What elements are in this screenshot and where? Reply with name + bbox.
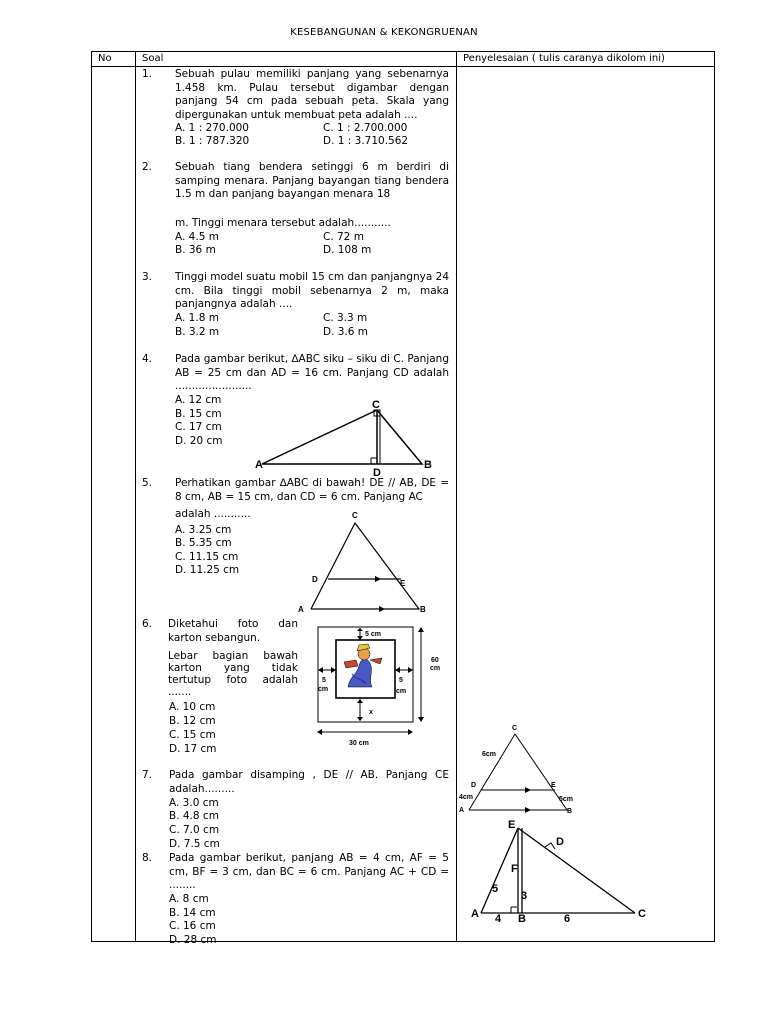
question-6-option-c: C. 15 cm xyxy=(169,729,216,741)
question-1-option-c: C. 1 : 2.700.000 xyxy=(323,122,408,134)
header-penyelesaian: Penyelesaian ( tulis caranya dikolom ini) xyxy=(463,53,665,64)
question-3-number: 3. xyxy=(142,271,153,283)
question-8-figure xyxy=(464,816,664,928)
question-5-option-a: A. 3.25 cm xyxy=(175,524,232,536)
question-3-option-c: C. 3.3 m xyxy=(323,312,368,324)
q4-label-d: D xyxy=(373,467,381,479)
q5-label-a: A xyxy=(298,605,304,614)
column-divider xyxy=(135,52,136,941)
question-3-option-b: B. 3.2 m xyxy=(175,326,220,338)
question-2-text-end: m. Tinggi menara tersebut adalah........... xyxy=(175,217,391,229)
question-2-option-a: A. 4.5 m xyxy=(175,231,219,243)
question-1-option-d: D. 1 : 3.710.562 xyxy=(323,135,409,147)
q8-label-c: C xyxy=(638,908,646,920)
question-4-option-b: B. 15 cm xyxy=(175,408,222,420)
photo-illustration xyxy=(344,644,382,687)
question-4-number: 4. xyxy=(142,353,153,365)
question-6-text-b: Lebar bagian bawah karton yang tidak tertutup foto adalah ....... xyxy=(168,650,298,698)
question-5-option-b: B. 5.35 cm xyxy=(175,537,232,549)
q8-label-e: E xyxy=(508,819,516,831)
question-5-option-d: D. 11.25 cm xyxy=(175,564,240,576)
q7-label-a: A xyxy=(459,807,465,814)
q8-label-af: 5 xyxy=(492,883,499,895)
question-5-text: Perhatikan gambar ∆ABC di bawah! DE // AB, DE = 8 cm, AB = 15 cm, dan CD = 6 cm. Panjang AC xyxy=(175,477,449,503)
q7-label-b: B xyxy=(567,808,573,815)
question-6-text-a: Diketahui foto dan karton sebangun. xyxy=(168,618,298,644)
question-7-option-a: A. 3.0 cm xyxy=(169,797,219,809)
question-6-figure xyxy=(312,624,452,749)
question-6-option-d: D. 17 cm xyxy=(169,743,217,755)
q5-label-c: C xyxy=(352,511,358,520)
q6-label-left-5: 5 xyxy=(322,677,326,684)
q6-label-top: 5 cm xyxy=(365,631,381,638)
q8-label-bf: 3 xyxy=(521,890,528,902)
question-3-text: Tinggi model suatu mobil 15 cm dan panjangnya 24 cm. Bila tinggi mobil sebenarnya 2 m, maka panjangnya adalah .... xyxy=(175,271,449,310)
question-2-option-d: D. 108 m xyxy=(323,244,372,256)
q6-label-x: x xyxy=(369,709,373,716)
q7-label-4cm: 4cm xyxy=(459,794,474,801)
page-title: KESEBANGUNAN & KEKONGRUENAN xyxy=(290,27,478,38)
question-2-option-b: B. 36 m xyxy=(175,244,216,256)
q8-label-b: B xyxy=(518,913,526,925)
question-4-option-a: A. 12 cm xyxy=(175,394,222,406)
question-table xyxy=(91,51,715,946)
question-8-option-a: A. 8 cm xyxy=(169,893,209,905)
question-5-number: 5. xyxy=(142,477,153,489)
q8-label-d: D xyxy=(556,836,564,848)
question-6-option-a: A. 10 cm xyxy=(169,701,216,713)
q8-label-ab: 4 xyxy=(495,913,502,925)
question-1-option-b: B. 1 : 787.320 xyxy=(175,135,250,147)
question-5-figure xyxy=(297,509,432,614)
q6-label-right-unit: cm xyxy=(396,688,407,695)
question-3-option-d: D. 3.6 m xyxy=(323,326,369,338)
question-7-figure xyxy=(457,724,602,816)
header-no: No xyxy=(98,53,112,64)
q6-label-height-unit: cm xyxy=(430,665,441,672)
q7-label-c: C xyxy=(512,725,518,732)
q5-label-e: E xyxy=(400,579,406,588)
question-7-text: Pada gambar disamping , DE // AB. Panjang CE adalah......... xyxy=(169,769,449,795)
question-4-option-d: D. 20 cm xyxy=(175,435,223,447)
question-8-option-b: B. 14 cm xyxy=(169,907,216,919)
q6-label-left-unit: cm xyxy=(318,686,329,693)
q7-label-d: D xyxy=(471,782,477,789)
q4-label-c: C xyxy=(372,399,380,411)
q8-label-a: A xyxy=(471,908,479,920)
q6-label-height: 60 xyxy=(431,657,439,664)
q4-label-b: B xyxy=(424,459,432,471)
question-4-option-c: C. 17 cm xyxy=(175,421,222,433)
question-1-text: Sebuah pulau memiliki panjang yang sebenarnya 1.458 km. Pulau tersebut digambar dengan panjang 54 cm pada sebuah peta. Skala yang dipergunakan untuk membuat peta adalah .... xyxy=(175,68,449,121)
question-5-text-end: adalah ........... xyxy=(175,508,251,520)
question-7-option-d: D. 7.5 cm xyxy=(169,838,220,850)
header-soal: Soal xyxy=(142,53,164,64)
question-6-number: 6. xyxy=(142,618,153,630)
question-8-number: 8. xyxy=(142,852,153,864)
question-8-option-c: C. 16 cm xyxy=(169,920,216,932)
q5-label-b: B xyxy=(420,605,426,614)
question-1-number: 1. xyxy=(142,68,153,80)
header-divider xyxy=(92,66,714,67)
question-2-text: Sebuah tiang bendera setinggi 6 m berdiri di samping menara. Panjang bayangan tiang bendera 1.5 m dan panjang bayangan menara 18 xyxy=(175,161,449,200)
q4-label-a: A xyxy=(255,459,263,471)
question-6-option-b: B. 12 cm xyxy=(169,715,216,727)
question-2-option-c: C. 72 m xyxy=(323,231,364,243)
question-5-option-c: C. 11.15 cm xyxy=(175,551,239,563)
q6-label-width: 30 cm xyxy=(349,740,369,747)
question-3-option-a: A. 1.8 m xyxy=(175,312,219,324)
question-8-option-d: D. 28 cm xyxy=(169,934,217,946)
question-7-number: 7. xyxy=(142,769,153,781)
question-7-option-b: B. 4.8 cm xyxy=(169,810,219,822)
question-7-option-c: C. 7.0 cm xyxy=(169,824,220,836)
q7-label-5cm: 5cm xyxy=(559,796,574,803)
question-2-number: 2. xyxy=(142,161,153,173)
question-1-option-a: A. 1 : 270.000 xyxy=(175,122,249,134)
question-4-figure xyxy=(252,397,432,477)
q5-label-d: D xyxy=(312,575,318,584)
q8-label-bc: 6 xyxy=(564,913,571,925)
question-4-text: Pada gambar berikut, ∆ABC siku – siku di C. Panjang AB = 25 cm dan AD = 16 cm. Panjang CD adalah ....................... xyxy=(175,353,449,392)
q7-label-6cm: 6cm xyxy=(482,751,497,758)
q8-label-f: F xyxy=(511,863,518,875)
q7-label-e: E xyxy=(551,782,556,789)
question-8-text: Pada gambar berikut, panjang AB = 4 cm, AF = 5 cm, BF = 3 cm, dan BC = 6 cm. Panjang AC + CD = ........ xyxy=(169,852,449,891)
q6-label-right-5: 5 xyxy=(399,677,403,684)
